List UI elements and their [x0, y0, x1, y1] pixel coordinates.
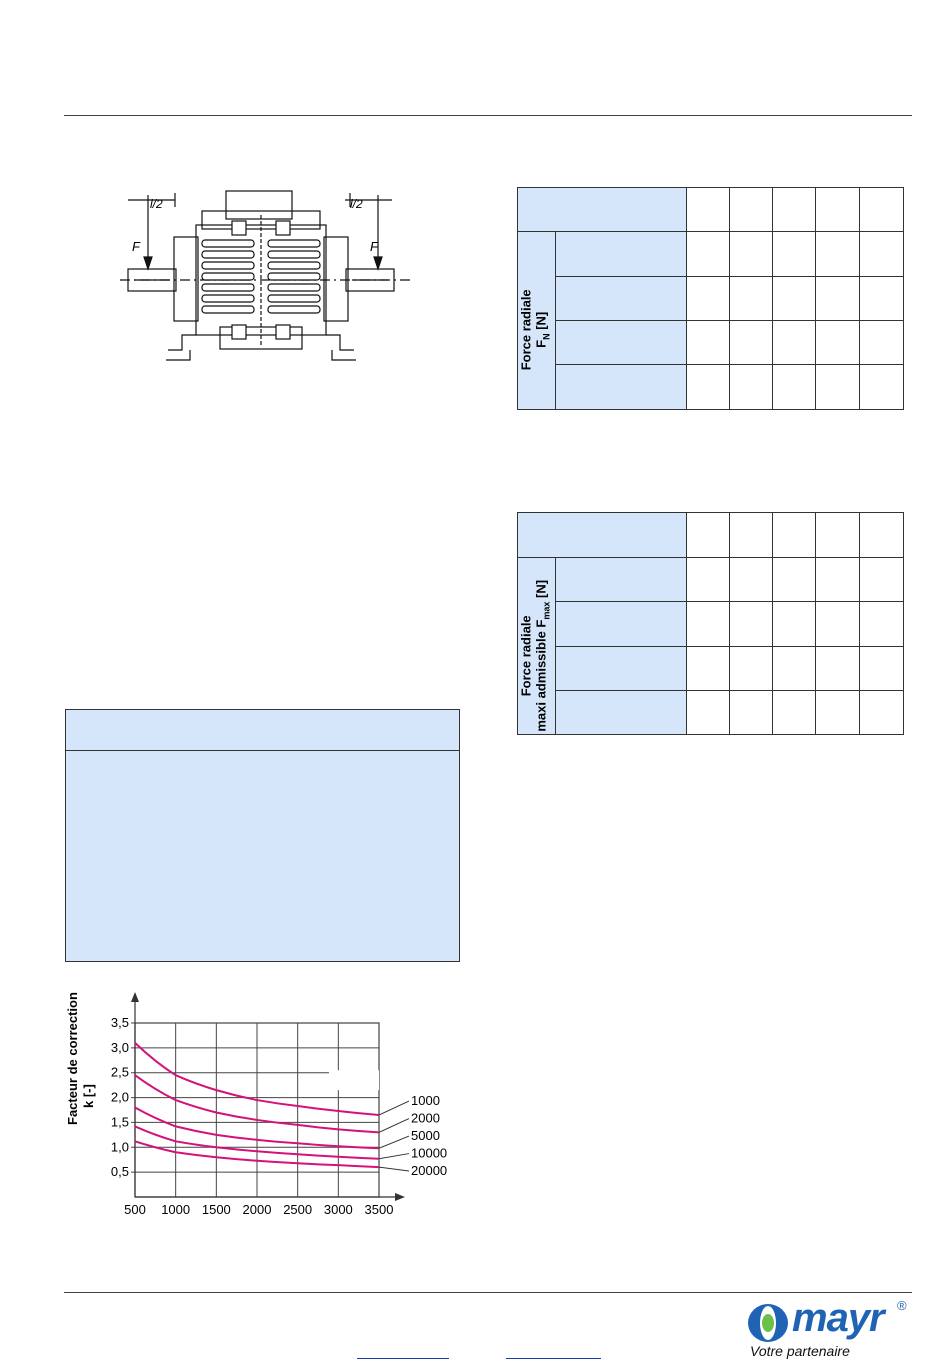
- series-leader: [379, 1154, 409, 1159]
- series-label: 5000: [411, 1128, 440, 1144]
- mayr-wordmark: mayr: [792, 1296, 884, 1340]
- dim-label-right: l/2: [350, 197, 363, 211]
- header-cell: [518, 513, 687, 558]
- series-leader: [379, 1119, 409, 1133]
- series-label: 10000: [411, 1145, 448, 1161]
- x-tick-label: 2000: [242, 1202, 272, 1217]
- force-label: Force radiale $F_N$ [N]: [518, 289, 552, 371]
- label-patch: [329, 1070, 379, 1090]
- x-axis-arrow: [395, 1193, 405, 1201]
- y-tick-label: 1,5: [110, 1114, 129, 1130]
- force-label-left: F: [132, 239, 140, 254]
- max-radial-force-table: [517, 512, 904, 735]
- x-tick-label: 1500: [201, 1202, 231, 1217]
- series-leader: [379, 1136, 409, 1148]
- series-label: 2000: [411, 1110, 440, 1126]
- header-rule: [64, 115, 912, 116]
- force-label-right: F: [370, 239, 378, 254]
- y-tick-label: 2,5: [110, 1064, 129, 1080]
- series-leader: [379, 1101, 409, 1115]
- coupling-drawing: [120, 185, 410, 365]
- x-tick-label: 2500: [283, 1202, 313, 1217]
- info-box-divider: [66, 750, 459, 751]
- y-axis-arrow: [131, 992, 139, 1002]
- row-header: [518, 558, 556, 735]
- series-leader: [379, 1167, 409, 1171]
- x-tick-label: 1000: [161, 1202, 191, 1217]
- y-tick-label: 3,5: [110, 1015, 129, 1030]
- plot-area: [111, 992, 447, 1217]
- footer-rule: [64, 1292, 912, 1293]
- mayr-logo-icon: [746, 1302, 790, 1344]
- footer-link-1[interactable]: [357, 1358, 449, 1359]
- y-tick-label: 0,5: [110, 1164, 129, 1180]
- row-header: [518, 232, 556, 410]
- dim-label-left: l/2: [150, 197, 163, 211]
- registered-mark: ®: [897, 1298, 907, 1313]
- y-axis-title: Facteur de correction: [65, 992, 80, 1125]
- correction-chart: [60, 980, 460, 1225]
- series-label: 1000: [411, 1093, 440, 1109]
- info-box: [65, 709, 460, 962]
- logo-tagline: Votre partenaire: [750, 1343, 850, 1359]
- y-tick-label: 3,0: [110, 1039, 129, 1055]
- header-cell: [518, 188, 687, 232]
- y-tick-label: 2,0: [110, 1089, 129, 1105]
- footer-link-2[interactable]: [506, 1358, 601, 1359]
- mayr-logo: [746, 1296, 914, 1362]
- max-force-label: Force radiale maxi admissible $F_{max}$ [N]: [518, 579, 552, 732]
- x-tick-label: 500: [124, 1202, 146, 1217]
- series-label: 20000: [411, 1163, 448, 1179]
- x-tick-label: 3500: [364, 1202, 394, 1217]
- radial-force-table: [517, 187, 904, 410]
- y-axis-title-2: k [-]: [81, 1084, 96, 1108]
- x-tick-label: 3000: [323, 1202, 353, 1217]
- y-tick-label: 1,0: [110, 1139, 129, 1155]
